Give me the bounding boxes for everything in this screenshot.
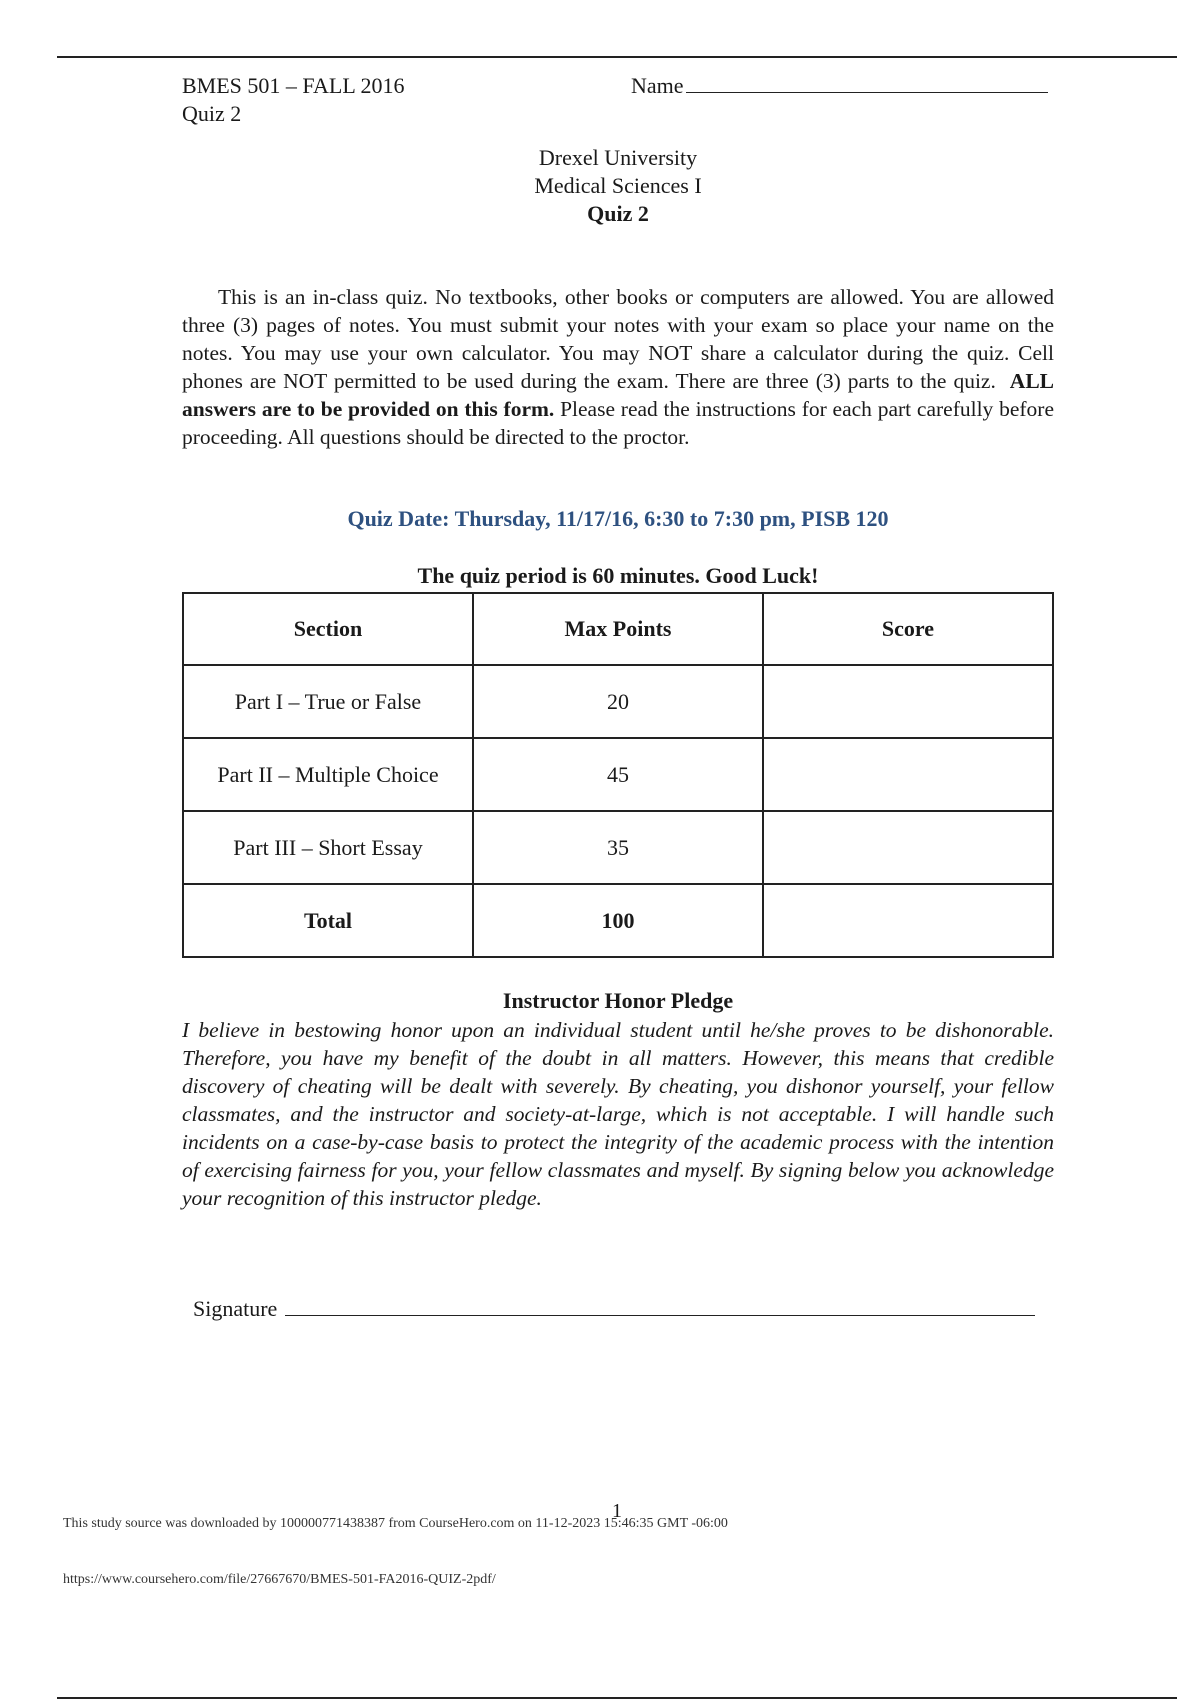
total-label: Total <box>183 884 473 957</box>
course-title: BMES 501 – FALL 2016 <box>182 73 405 98</box>
table-row <box>183 665 1053 738</box>
pledge-title: Instructor Honor Pledge <box>502 988 734 1013</box>
table-header-row <box>183 593 1053 665</box>
max-points-cell: 35 <box>473 811 763 884</box>
subject-name: Medical Sciences I <box>534 173 702 198</box>
instructions-paragraph <box>182 283 1054 451</box>
instructions-after: Please read the instructions for each part carefully before proceeding. All questions should be directed to the proctor. <box>182 397 1054 449</box>
instructions-text: This is an in-class quiz. No textbooks, other books or computers are allowed. You are allowed three (3) pages of notes. You must submit your notes with your exam so place your name on the notes. You may use your own calculator. You may NOT share a calculator during the quiz. Cell phones are NOT permitted to be used during the exam. There are three (3) parts to the quiz. <box>182 285 1054 393</box>
instructions-bold: ALL answers are to be provided on this form. <box>182 369 1055 421</box>
name-label: Name <box>631 73 684 98</box>
quiz-period: The quiz period is 60 minutes. Good Luck! <box>417 563 819 588</box>
section-cell: Part II – Multiple Choice <box>183 738 473 811</box>
total-row <box>183 884 1053 957</box>
name-field[interactable] <box>631 72 1048 100</box>
source-url[interactable]: https://www.coursehero.com/file/27667670/BMES-501-FA2016-QUIZ-2pdf/ <box>63 1572 496 1587</box>
section-cell: Part III – Short Essay <box>183 811 473 884</box>
score-cell[interactable] <box>763 811 1053 884</box>
total-score-cell[interactable] <box>763 884 1053 957</box>
score-cell[interactable] <box>763 665 1053 738</box>
top-rule <box>57 56 1177 58</box>
table-row <box>183 738 1053 811</box>
page-number: 1 <box>612 1500 622 1522</box>
total-max-points: 100 <box>473 884 763 957</box>
name-blank-line[interactable] <box>686 72 1048 93</box>
score-table <box>182 592 1054 958</box>
download-note: This study source was downloaded by 100000771438387 from CourseHero.com on 11-12-2023 15:46:35 GMT -06:00 <box>63 1516 728 1531</box>
pledge-text: I believe in bestowing honor upon an individual student until he/she proves to be dishonorable. Therefore, you have my benefit of the doubt in all matters. However, this means that credible discovery of cheating will be dealt with severely. By cheating, you dishonor yourself, your fellow classmates, and the instructor and society-at-large, which is not acceptable. I will handle such incidents on a case-by-case basis to protect the integrity of the academic process with the intention of exercising fairness for you, your fellow classmates and myself. By signing below you acknowledge your recognition of this instructor pledge. <box>182 1018 1054 1210</box>
signature-blank-line[interactable] <box>285 1295 1035 1316</box>
score-cell[interactable] <box>763 738 1053 811</box>
university-name: Drexel University <box>538 145 698 170</box>
document-title <box>182 144 1054 228</box>
header-max-points: Max Points <box>473 593 763 665</box>
max-points-cell: 45 <box>473 738 763 811</box>
quiz-label: Quiz 2 <box>182 101 242 126</box>
quiz-date: Quiz Date: Thursday, 11/17/16, 6:30 to 7:30 pm, PISB 120 <box>347 506 889 531</box>
table-row <box>183 811 1053 884</box>
section-cell: Part I – True or False <box>183 665 473 738</box>
bottom-rule <box>57 1697 1177 1699</box>
signature-label: Signature <box>193 1296 278 1321</box>
header-section: Section <box>183 593 473 665</box>
course-header <box>182 72 404 128</box>
quiz-title: Quiz 2 <box>587 201 649 226</box>
header-score: Score <box>763 593 1053 665</box>
signature-field[interactable] <box>193 1295 1035 1322</box>
max-points-cell: 20 <box>473 665 763 738</box>
